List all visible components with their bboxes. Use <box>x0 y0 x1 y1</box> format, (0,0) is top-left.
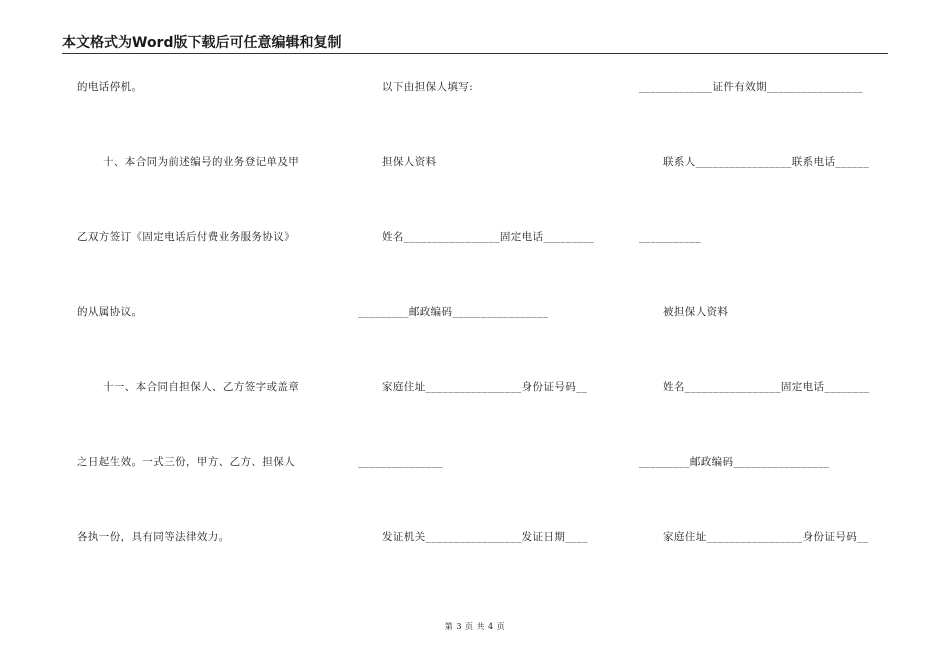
page-footer: 第 3 页 共 4 页 <box>444 622 506 631</box>
header-title: 本文格式为Word版下载后可任意编辑和复制 <box>62 35 342 51</box>
text-line: 被担保人资料 <box>663 306 729 318</box>
form-field-line: _________邮政编码_________________ <box>358 306 549 318</box>
text-line: 十一、本合同自担保人、乙方签字或盖章 <box>103 381 300 393</box>
text-line: 的从属协议。 <box>77 306 143 318</box>
text-line: 之日起生效。一式三份，甲方、乙方、担保人 <box>77 456 295 468</box>
form-field-line: 联系人_________________联系电话______ <box>663 156 870 168</box>
text-line: 十、本合同为前述编号的业务登记单及甲 <box>103 156 300 168</box>
form-field-line: 发证机关_________________发证日期____ <box>382 531 588 543</box>
text-line: 乙双方签订《固定电话后付费业务服务协议》 <box>77 231 295 243</box>
text-line: 以下由担保人填写: <box>382 81 474 93</box>
form-field-line: 姓名_________________固定电话_________ <box>382 231 595 243</box>
form-field-line: ___________ <box>639 231 702 243</box>
form-field-line: _______________ <box>358 456 443 468</box>
text-line: 各执一份，具有同等法律效力。 <box>77 531 230 543</box>
text-line: 的电话停机。 <box>77 81 143 93</box>
form-field-line: _____________证件有效期_________________ <box>639 81 863 93</box>
form-field-line: 家庭住址_________________身份证号码__ <box>382 381 588 393</box>
form-field-line: 姓名_________________固定电话________ <box>663 381 870 393</box>
form-field-line: _________邮政编码_________________ <box>639 456 830 468</box>
form-field-line: 家庭住址_________________身份证号码__ <box>663 531 869 543</box>
text-line: 担保人资料 <box>382 156 437 168</box>
